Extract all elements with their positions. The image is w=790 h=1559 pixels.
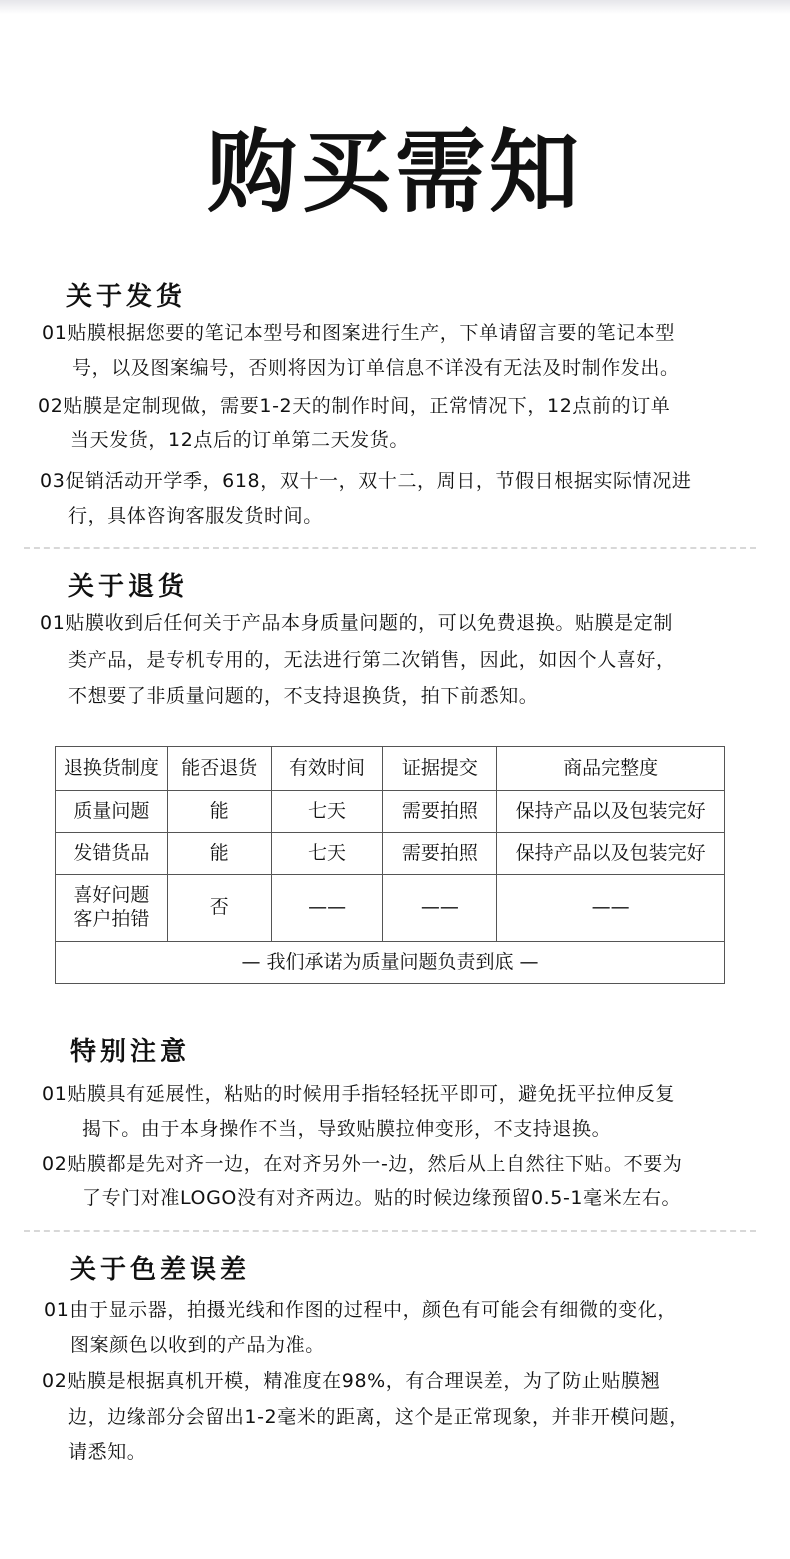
section-divider [24, 547, 756, 549]
table-cell: —— [383, 875, 497, 942]
table-cell [56, 875, 168, 942]
table-cell: 七天 [271, 791, 383, 833]
table-header-cell: 有效时间 [271, 747, 383, 791]
table-header-row [56, 747, 725, 791]
return-policy-table [55, 746, 725, 984]
notice-paragraph-1-line-2: 揭下。由于本身操作不当，导致贴膜拉伸变形，不支持退换。 [82, 1118, 612, 1140]
notice-paragraph-2-line-2: 了专门对准LOGO没有对齐两边。贴的时候边缘预留0.5-1毫米左右。 [82, 1187, 682, 1209]
section-heading-notice: 特别注意 [70, 1037, 191, 1067]
color-paragraph-2-line-3: 请悉知。 [68, 1441, 147, 1463]
color-paragraph-1-line-1: 01由于显示器，拍摄光线和作图的过程中，颜色有可能会有细微的变化， [44, 1299, 677, 1321]
table-header-cell: 退换货制度 [56, 747, 168, 791]
table-cell: 发错货品 [56, 833, 168, 875]
color-paragraph-1-line-2: 图案颜色以收到的产品为准。 [70, 1334, 325, 1356]
table-footer: — 我们承诺为质量问题负责到底 — [56, 942, 725, 984]
notice-paragraph-2-line-1: 02贴膜都是先对齐一边，在对齐另外一-边，然后从上自然往下贴。不要为 [42, 1153, 683, 1175]
shipping-paragraph-1-line-2: 号，以及图案编号，否则将因为订单信息不详没有无法及时制作发出。 [72, 357, 680, 379]
table-cell: 保持产品以及包装完好 [497, 833, 725, 875]
table-header-cell: 能否退货 [167, 747, 271, 791]
table-cell: 能 [167, 791, 271, 833]
shipping-paragraph-2-line-2: 当天发货，12点后的订单第二天发货。 [70, 429, 409, 451]
section-divider [24, 1230, 756, 1232]
table-cell: —— [271, 875, 383, 942]
returns-paragraph-line-2: 类产品，是专机专用的，无法进行第二次销售，因此，如因个人喜好， [68, 649, 676, 671]
table-header-cell: 证据提交 [383, 747, 497, 791]
table-footer-row [56, 942, 725, 984]
color-paragraph-2-line-2: 边，边缘部分会留出1-2毫米的距离，这个是正常现象，并非开模问题， [68, 1406, 689, 1428]
returns-paragraph-line-3: 不想要了非质量问题的，不支持退换货，拍下前悉知。 [68, 685, 539, 707]
shipping-paragraph-1-line-1: 01贴膜根据您要的笔记本型号和图案进行生产，下单请留言要的笔记本型 [42, 322, 675, 344]
table-cell: 质量问题 [56, 791, 168, 833]
table-cell: 需要拍照 [383, 791, 497, 833]
section-heading-shipping: 关于发货 [66, 282, 187, 312]
table-header-cell: 商品完整度 [497, 747, 725, 791]
color-paragraph-2-line-1: 02贴膜是根据真机开模，精准度在98%，有合理误差，为了防止贴膜翘 [42, 1370, 661, 1392]
shipping-paragraph-2-line-1: 02贴膜是定制现做，需要1-2天的制作时间，正常情况下，12点前的订单 [38, 395, 671, 417]
section-heading-color-difference: 关于色差误差 [70, 1255, 251, 1285]
shipping-paragraph-3-line-1: 03促销活动开学季，618，双十一，双十二，周日，节假日根据实际情况进 [40, 470, 692, 492]
table-cell: —— [497, 875, 725, 942]
page-title: 购买需知 [207, 120, 583, 225]
shipping-paragraph-3-line-2: 行，具体咨询客服发货时间。 [68, 505, 323, 527]
top-shadow [0, 0, 790, 14]
section-heading-returns: 关于退货 [68, 572, 189, 602]
table-cell-line: 客户拍错 [73, 908, 150, 930]
table-cell-line: 喜好问题 [73, 884, 150, 907]
table-row [56, 791, 725, 833]
table-cell: 能 [167, 833, 271, 875]
table-cell: 七天 [271, 833, 383, 875]
table-row [56, 833, 725, 875]
table-cell: 需要拍照 [383, 833, 497, 875]
table-cell: 否 [167, 875, 271, 942]
table-cell: 保持产品以及包装完好 [497, 791, 725, 833]
notice-paragraph-1-line-1: 01贴膜具有延展性，粘贴的时候用手指轻轻抚平即可，避免抚平拉伸反复 [42, 1083, 675, 1105]
table-row [56, 875, 725, 942]
returns-paragraph-line-1: 01贴膜收到后任何关于产品本身质量问题的，可以免费退换。贴膜是定制 [40, 612, 673, 634]
